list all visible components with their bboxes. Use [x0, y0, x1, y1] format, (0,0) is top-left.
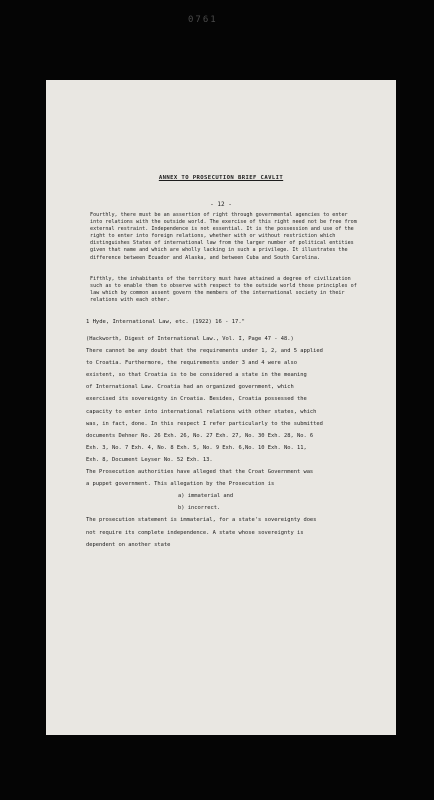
- page-number: - 12 -: [210, 201, 232, 208]
- text-line: existent, so that Croatia is to be considered a state in the meaning: [86, 372, 307, 379]
- text-line: The Prosecution authorities have alleged that the Croat Government was: [86, 469, 314, 476]
- text-line: exercised its sovereignty in Croatia. Besides, Croatia possessed the: [86, 396, 307, 403]
- text-line: There cannot be any doubt that the requirements under 1, 2, and 5 applied: [86, 348, 323, 355]
- text-line: The prosecution statement is immaterial, for a state's sovereignty does: [86, 517, 317, 524]
- text-line: dependent on another state: [86, 541, 171, 548]
- citation-line: 1 Hyde, International Law, etc. (1922) 16 - 17.": [86, 319, 245, 325]
- quote-paragraph-fourthly: Fourthly, there must be an assertion of right through governmental agencies to enter into relations with the outside world. The exercise of this right need not be free from external restraint. Independence is not essential. It is the possession and use of the right to enter into foreign relations, whether with or without restriction which distinguishes States of international law from the larger number of political entities given that name and which are wholly lacking in such a privilege. It illustrates the difference between Ecuador and Alaska, and between Cuba and South Carolina.: [90, 212, 357, 261]
- archive-stamp: 0761: [188, 15, 218, 25]
- text-line: to Croatia. Furthermore, the requirements under 3 and 4 were also: [86, 360, 297, 367]
- text-line: Exh. 8, Document Leyser No. 52 Exh. 13.: [86, 456, 213, 463]
- text-line: a puppet government. This allegation by the Prosecution is: [86, 481, 275, 488]
- text-line: Exh. 3, No. 7 Exh. 4, No. 8 Exh. 5, No. 9 Exh. 6,No. 10 Exh. No. 11,: [86, 444, 307, 451]
- text-line: was, in fact, done. In this respect I refer particularly to the submitted: [86, 420, 323, 427]
- text-line: of International Law. Croatia had an organized government, which: [86, 384, 294, 391]
- text-line: not require its complete independence. A state whose sovereignty is: [86, 529, 304, 536]
- text-line: capacity to enter into international relations with other states, which: [86, 408, 317, 415]
- text-line: documents Dehner No. 26 Exh. 26, No. 27 Exh. 27, No. 30 Exh. 28, No. 6: [86, 432, 314, 439]
- text-line: (Hackworth, Digest of International Law., Vol. I, Page 47 - 48.): [86, 336, 294, 342]
- allegation-item-a: a) immaterial and: [178, 493, 234, 500]
- body-text: [86, 333, 374, 551]
- quote-paragraph-fifthly: Fifthly, the inhabitants of the territory must have attained a degree of civilization such as to enable them to observe with respect to the outside world those principles of law which by common assent govern the members of the international society in their relations with each other.: [90, 276, 357, 304]
- allegation-item-b: b) incorrect.: [178, 505, 221, 512]
- document-heading: ANNEX TO PROSECUTION BRIEF CAVLIT: [158, 175, 284, 181]
- document-page: [46, 80, 396, 735]
